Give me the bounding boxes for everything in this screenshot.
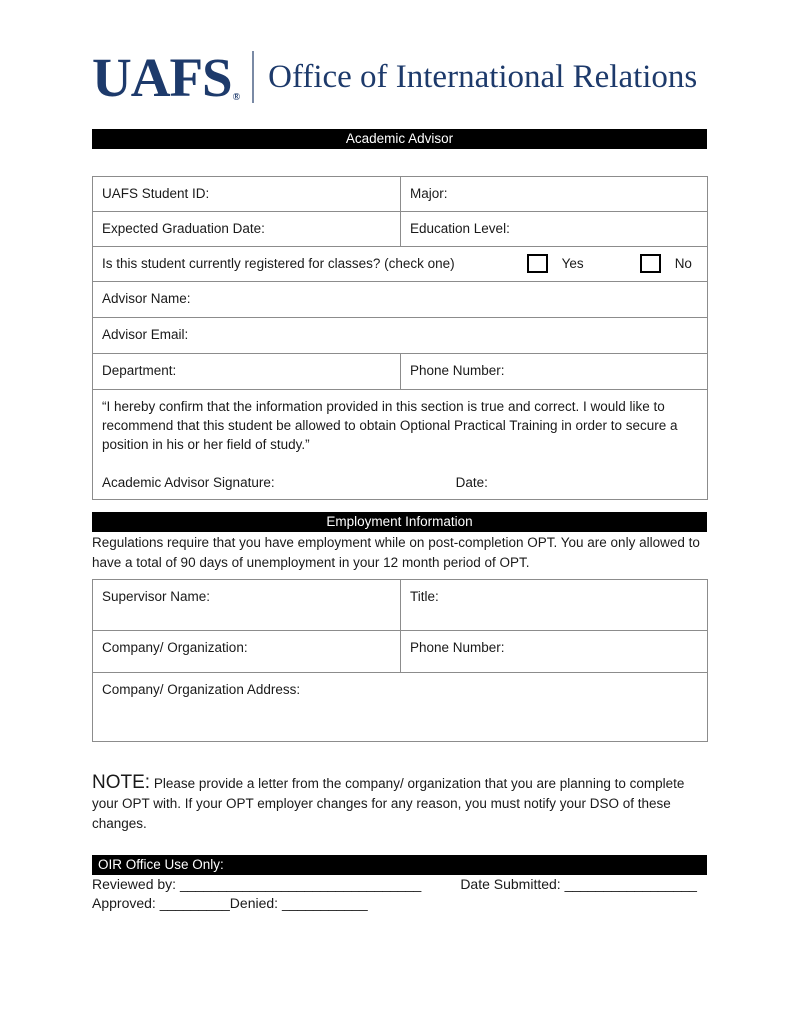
oir-approved-label: Approved: xyxy=(92,895,160,911)
letterhead xyxy=(92,44,712,110)
advisor-signature-row xyxy=(102,473,697,492)
field-supervisor-name-label: Supervisor Name: xyxy=(102,589,211,604)
field-education-level[interactable] xyxy=(401,212,708,247)
employment-regulations-text: Regulations require that you have employment while on post-completion OPT. You are only allowed to have a total of 90 days of unemployment in your 12 month period of OPT. xyxy=(92,535,700,570)
oir-reviewed-by-label: Reviewed by: xyxy=(92,876,180,892)
field-company-organization-address-label: Company/ Organization Address: xyxy=(102,682,301,697)
registered-question-label: Is this student currently registered for classes? (check one) xyxy=(102,256,455,271)
field-company-phone-number-label: Phone Number: xyxy=(410,640,505,655)
section-header-employment-information-label: Employment Information xyxy=(326,514,473,529)
registered-trademark-icon: ® xyxy=(232,91,240,103)
field-advisor-name-label: Advisor Name: xyxy=(102,291,191,306)
field-supervisor-name[interactable] xyxy=(93,580,401,631)
oir-date-submitted-label: Date Submitted: xyxy=(460,876,565,892)
table-row xyxy=(93,390,708,500)
field-company-organization-label: Company/ Organization: xyxy=(102,640,248,655)
section-header-academic-advisor-label: Academic Advisor xyxy=(345,131,454,146)
field-advisor-email[interactable] xyxy=(93,318,708,354)
table-row xyxy=(93,673,708,742)
table-row xyxy=(93,282,708,318)
field-major-label: Major: xyxy=(410,186,448,201)
checkbox-group-yes[interactable] xyxy=(527,254,584,273)
academic-advisor-table xyxy=(92,176,708,500)
field-advisor-phone-number-label: Phone Number: xyxy=(410,363,505,378)
table-row xyxy=(93,318,708,354)
advisor-confirmation-cell xyxy=(93,390,708,500)
field-education-level-label: Education Level: xyxy=(410,221,510,236)
employment-information-table xyxy=(92,579,708,742)
field-student-id[interactable] xyxy=(93,177,401,212)
field-expected-graduation-date-label: Expected Graduation Date: xyxy=(102,221,265,236)
letterhead-divider xyxy=(252,51,254,103)
oir-reviewed-by-blank[interactable]: _______________________________ xyxy=(179,876,422,892)
field-company-phone-number[interactable] xyxy=(401,631,708,673)
table-row xyxy=(93,212,708,247)
oir-office-use-fields xyxy=(92,875,709,913)
advisor-signature-label[interactable]: Academic Advisor Signature: xyxy=(102,475,275,490)
field-expected-graduation-date[interactable] xyxy=(93,212,401,247)
table-row xyxy=(93,631,708,673)
section-header-employment-information xyxy=(92,512,707,532)
checkbox-yes[interactable] xyxy=(527,254,548,273)
checkbox-no-label: No xyxy=(674,256,692,271)
section-header-academic-advisor xyxy=(92,129,707,149)
field-company-organization[interactable] xyxy=(93,631,401,673)
oir-reviewed-row xyxy=(92,875,709,894)
note-lead-label: NOTE: xyxy=(92,772,151,793)
field-company-organization-address[interactable] xyxy=(93,673,708,742)
oir-date-submitted-blank[interactable]: _________________ xyxy=(564,876,697,892)
oir-denied-label: Denied: xyxy=(229,895,282,911)
uafs-logo xyxy=(92,46,242,108)
section-header-oir-office-use-label: OIR Office Use Only: xyxy=(98,857,224,872)
uafs-logo-text: UAFS xyxy=(92,46,232,108)
field-advisor-phone-number[interactable] xyxy=(401,354,708,390)
field-supervisor-title[interactable] xyxy=(401,580,708,631)
field-advisor-name[interactable] xyxy=(93,282,708,318)
table-row xyxy=(93,580,708,631)
oir-row-spacer xyxy=(421,875,460,894)
field-supervisor-title-label: Title: xyxy=(410,589,439,604)
letterhead-title: Office of International Relations xyxy=(268,58,698,95)
table-row xyxy=(93,354,708,390)
registered-checkbox-row xyxy=(102,254,707,273)
checkbox-yes-label: Yes xyxy=(561,256,584,271)
field-department[interactable] xyxy=(93,354,401,390)
advisor-confirmation-text: “I hereby confirm that the information provided in this section is true and correct. I would like to recommend that this student be allowed to obtain Optional Practical Training in order to secure a position in his or her field of study.” xyxy=(102,399,678,452)
note-body-text: Please provide a letter from the company/ organization that you are planning to complete your OPT with. If your OPT employer changes for any reason, you must notify your DSO of these changes. xyxy=(92,776,685,831)
field-registered-for-classes xyxy=(93,247,708,282)
field-department-label: Department: xyxy=(102,363,177,378)
oir-denied-blank[interactable]: ___________ xyxy=(281,895,368,911)
note-paragraph xyxy=(92,773,709,834)
checkbox-no[interactable] xyxy=(640,254,661,273)
table-row xyxy=(93,177,708,212)
section-header-oir-office-use xyxy=(92,855,707,875)
field-student-id-label: UAFS Student ID: xyxy=(102,186,210,201)
field-major[interactable] xyxy=(401,177,708,212)
advisor-signature-date-label[interactable]: Date: xyxy=(455,475,488,490)
checkbox-group-no[interactable] xyxy=(640,254,692,273)
field-advisor-email-label: Advisor Email: xyxy=(102,327,189,342)
oir-approved-row xyxy=(92,894,709,913)
table-row xyxy=(93,247,708,282)
oir-approved-blank[interactable]: _________ xyxy=(159,895,230,911)
